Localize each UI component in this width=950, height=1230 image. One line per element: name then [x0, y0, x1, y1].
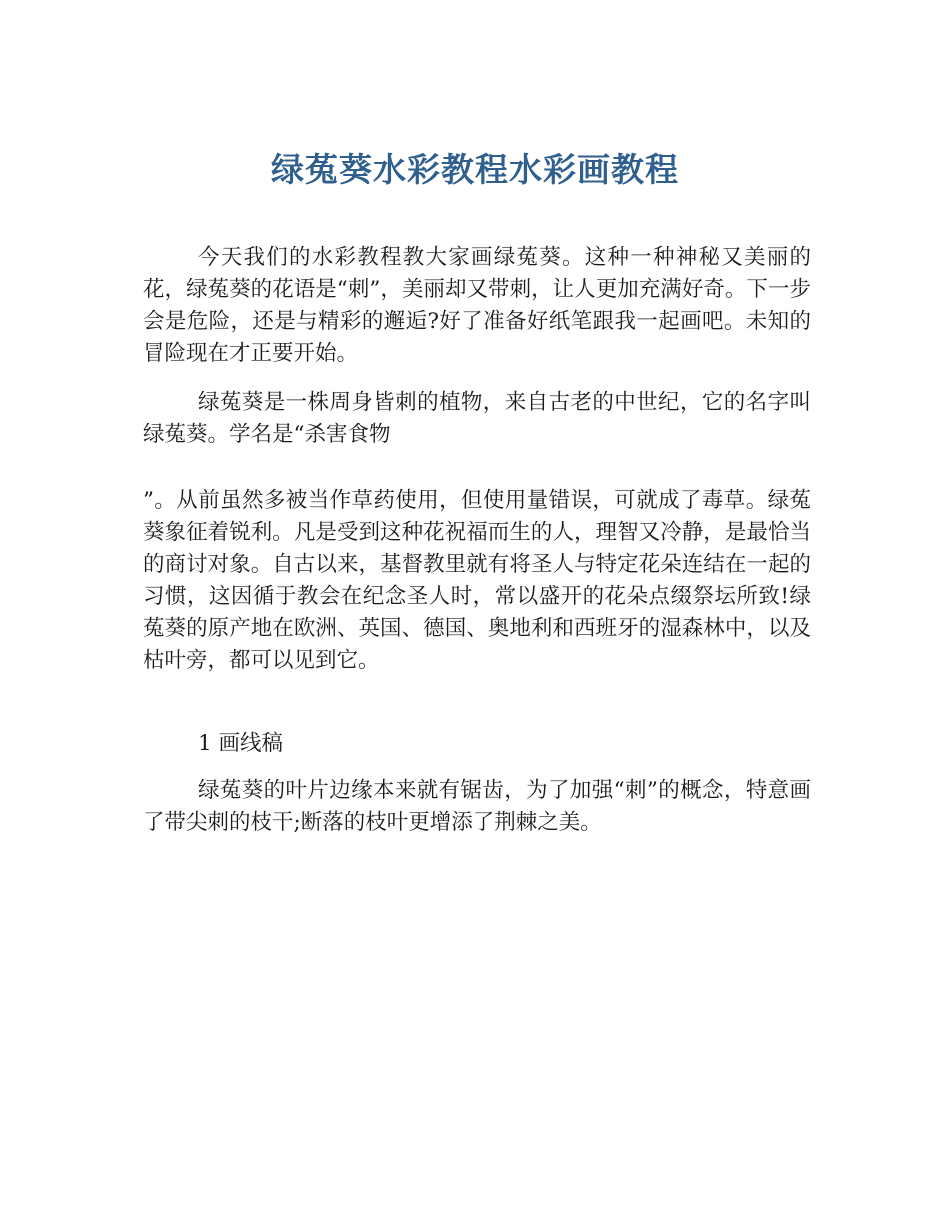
section-heading-step-1: 1 画线稿	[198, 731, 284, 756]
paragraph-history: ”。从前虽然多被当作草药使用，但使用量错误，可就成了毒草。绿菟葵象征着锐利。凡是受到这种花祝福而生的人，理智又冷静，是最恰当的商讨对象。自古以来，基督教里就有将圣人与特定花朵连结在一起的习惯，这因循于教会在纪念圣人时，常以盛开的花朵点缀祭坛所致!绿菟葵的原产地在欧洲、英国、德国、奥地利和西班牙的湿森林中，以及枯叶旁，都可以见到它。	[143, 488, 811, 673]
paragraph-description: 绿菟葵是一株周身皆刺的植物，来自古老的中世纪，它的名字叫绿菟葵。学名是“杀害食物	[143, 390, 811, 447]
paragraph-intro: 今天我们的水彩教程教大家画绿菟葵。这种一种神秘又美丽的花，绿菟葵的花语是“刺”，美丽却又带刺，让人更加充满好奇。下一步会是危险，还是与精彩的邂逅?好了准备好纸笔跟我一起画吧。未知的冒险现在才正要开始。	[143, 245, 811, 366]
paragraph-step-1: 绿菟葵的叶片边缘本来就有锯齿，为了加强“刺”的概念，特意画了带尖刺的枝干;断落的枝叶更增添了荆棘之美。	[143, 778, 811, 835]
document-title: 绿菟葵水彩教程水彩画教程	[271, 150, 679, 189]
